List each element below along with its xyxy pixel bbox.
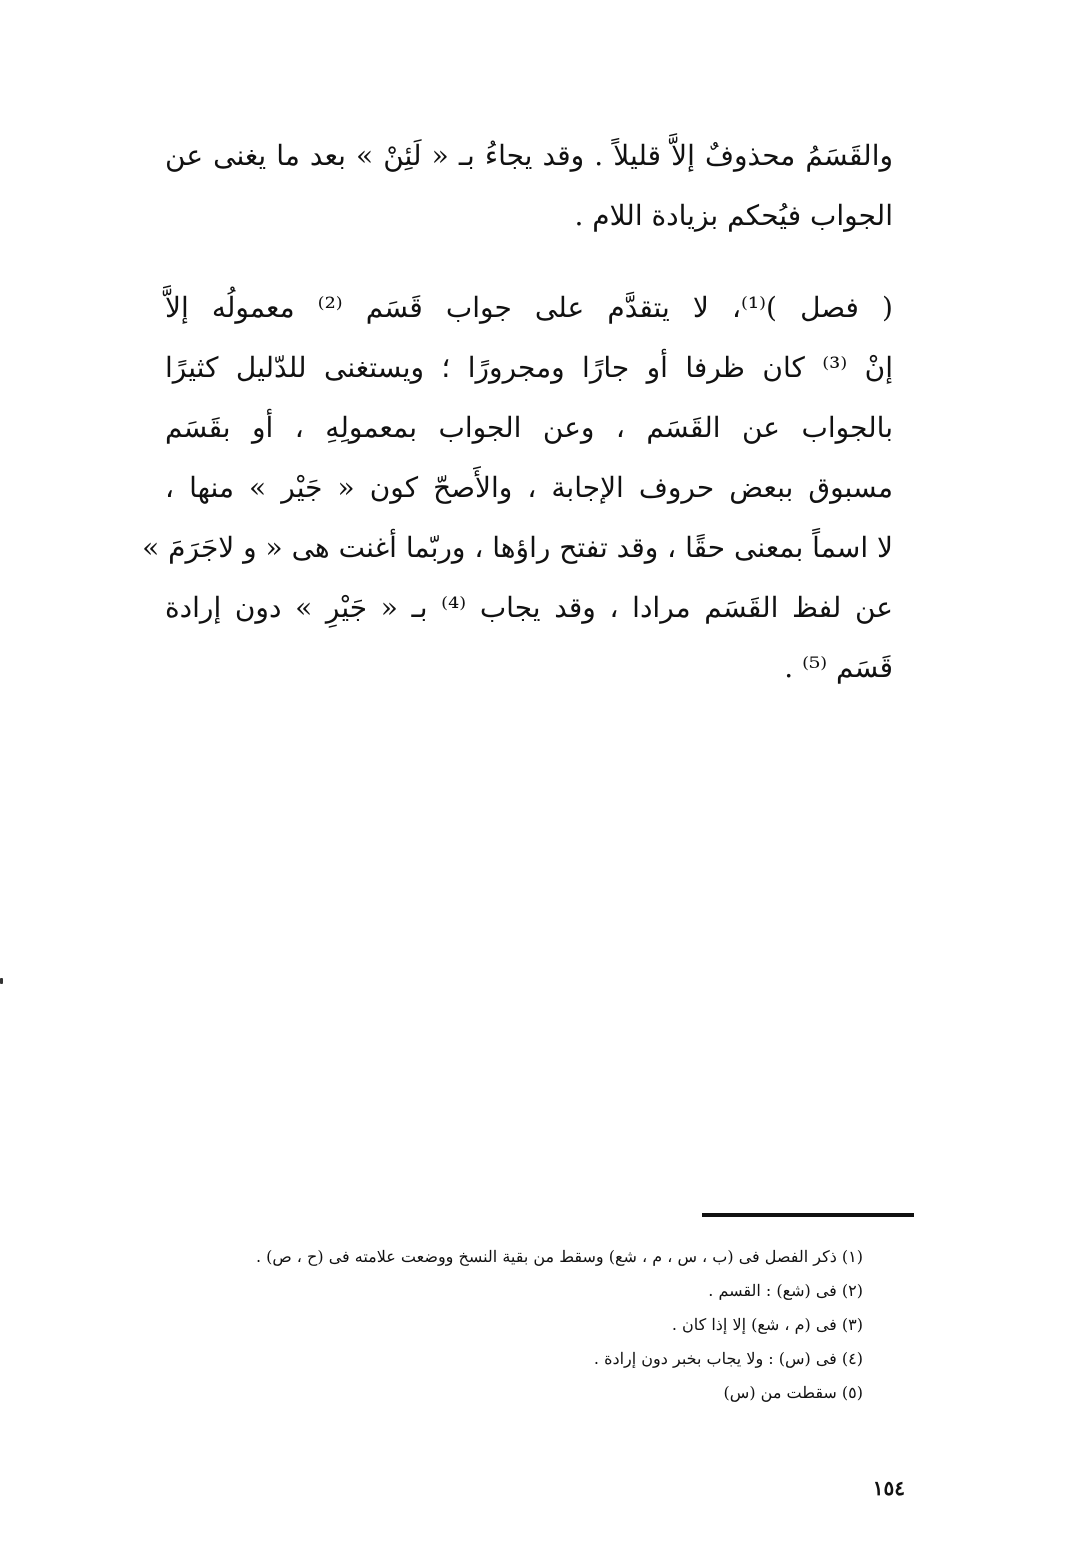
page-number: ١٥٤: [872, 1476, 905, 1500]
footnote-5: (٥) سقطت من (س): [723, 1383, 863, 1402]
text-line: إنْ ⁽³⁾ كان ظرفا أو جارًا ومجرورًا ؛ ويستغنى للدّليل كثيرًا: [165, 351, 893, 384]
footnote-divider: [702, 1213, 914, 1217]
footnotes: [255, 1240, 863, 1410]
text-line: عن لفظ القَسَم مرادا ، وقد يجاب ⁽⁴⁾ بـ « جَيْرِ » دون إرادة: [165, 591, 894, 624]
paragraph-1: [165, 126, 893, 246]
footnote-3: (٣) فى (م ، شع) إلا إذا كان .: [671, 1315, 863, 1334]
paragraph-2: [142, 278, 894, 698]
text-line: لا اسماً بمعنى حقًا ، وقد تفتح راؤها ، وربّما أغنت هى « و لاجَرَمَ »: [142, 531, 893, 564]
text-line: قَسَم ⁽⁵⁾ .: [784, 651, 893, 684]
text-line: مسبوق ببعض حروف الإجابة ، والأَصحّ كون « جَيْر » منها ،: [165, 471, 893, 504]
scan-speck: [0, 978, 3, 984]
footnote-4: (٤) فى (س) : ولا يجاب بخبر دون إرادة .: [593, 1349, 863, 1368]
text-line: والقَسَمُ محذوفٌ إلاَّ قليلاً . وقد يجاءُ بـ « لَئِنْ » بعد ما يغنى عن: [165, 139, 893, 172]
text-line: ( فصل )⁽¹⁾، لا يتقدَّم على جواب قَسَم ⁽²⁾ معمولُه إلاَّ: [165, 291, 893, 324]
text-line: الجواب فيُحكم بزيادة اللام .: [574, 199, 893, 232]
footnote-1: (١) ذكر الفصل فى (ب ، س ، م ، شع) وسقط من بقية النسخ ووضعت علامته فى (ح ، ص) .: [255, 1247, 863, 1266]
footnote-2: (٢) فى (شع) : القسم .: [708, 1281, 863, 1300]
text-line: بالجواب عن القَسَم ، وعن الجواب بمعمولِهِ ، أو بقَسَم: [165, 411, 894, 444]
